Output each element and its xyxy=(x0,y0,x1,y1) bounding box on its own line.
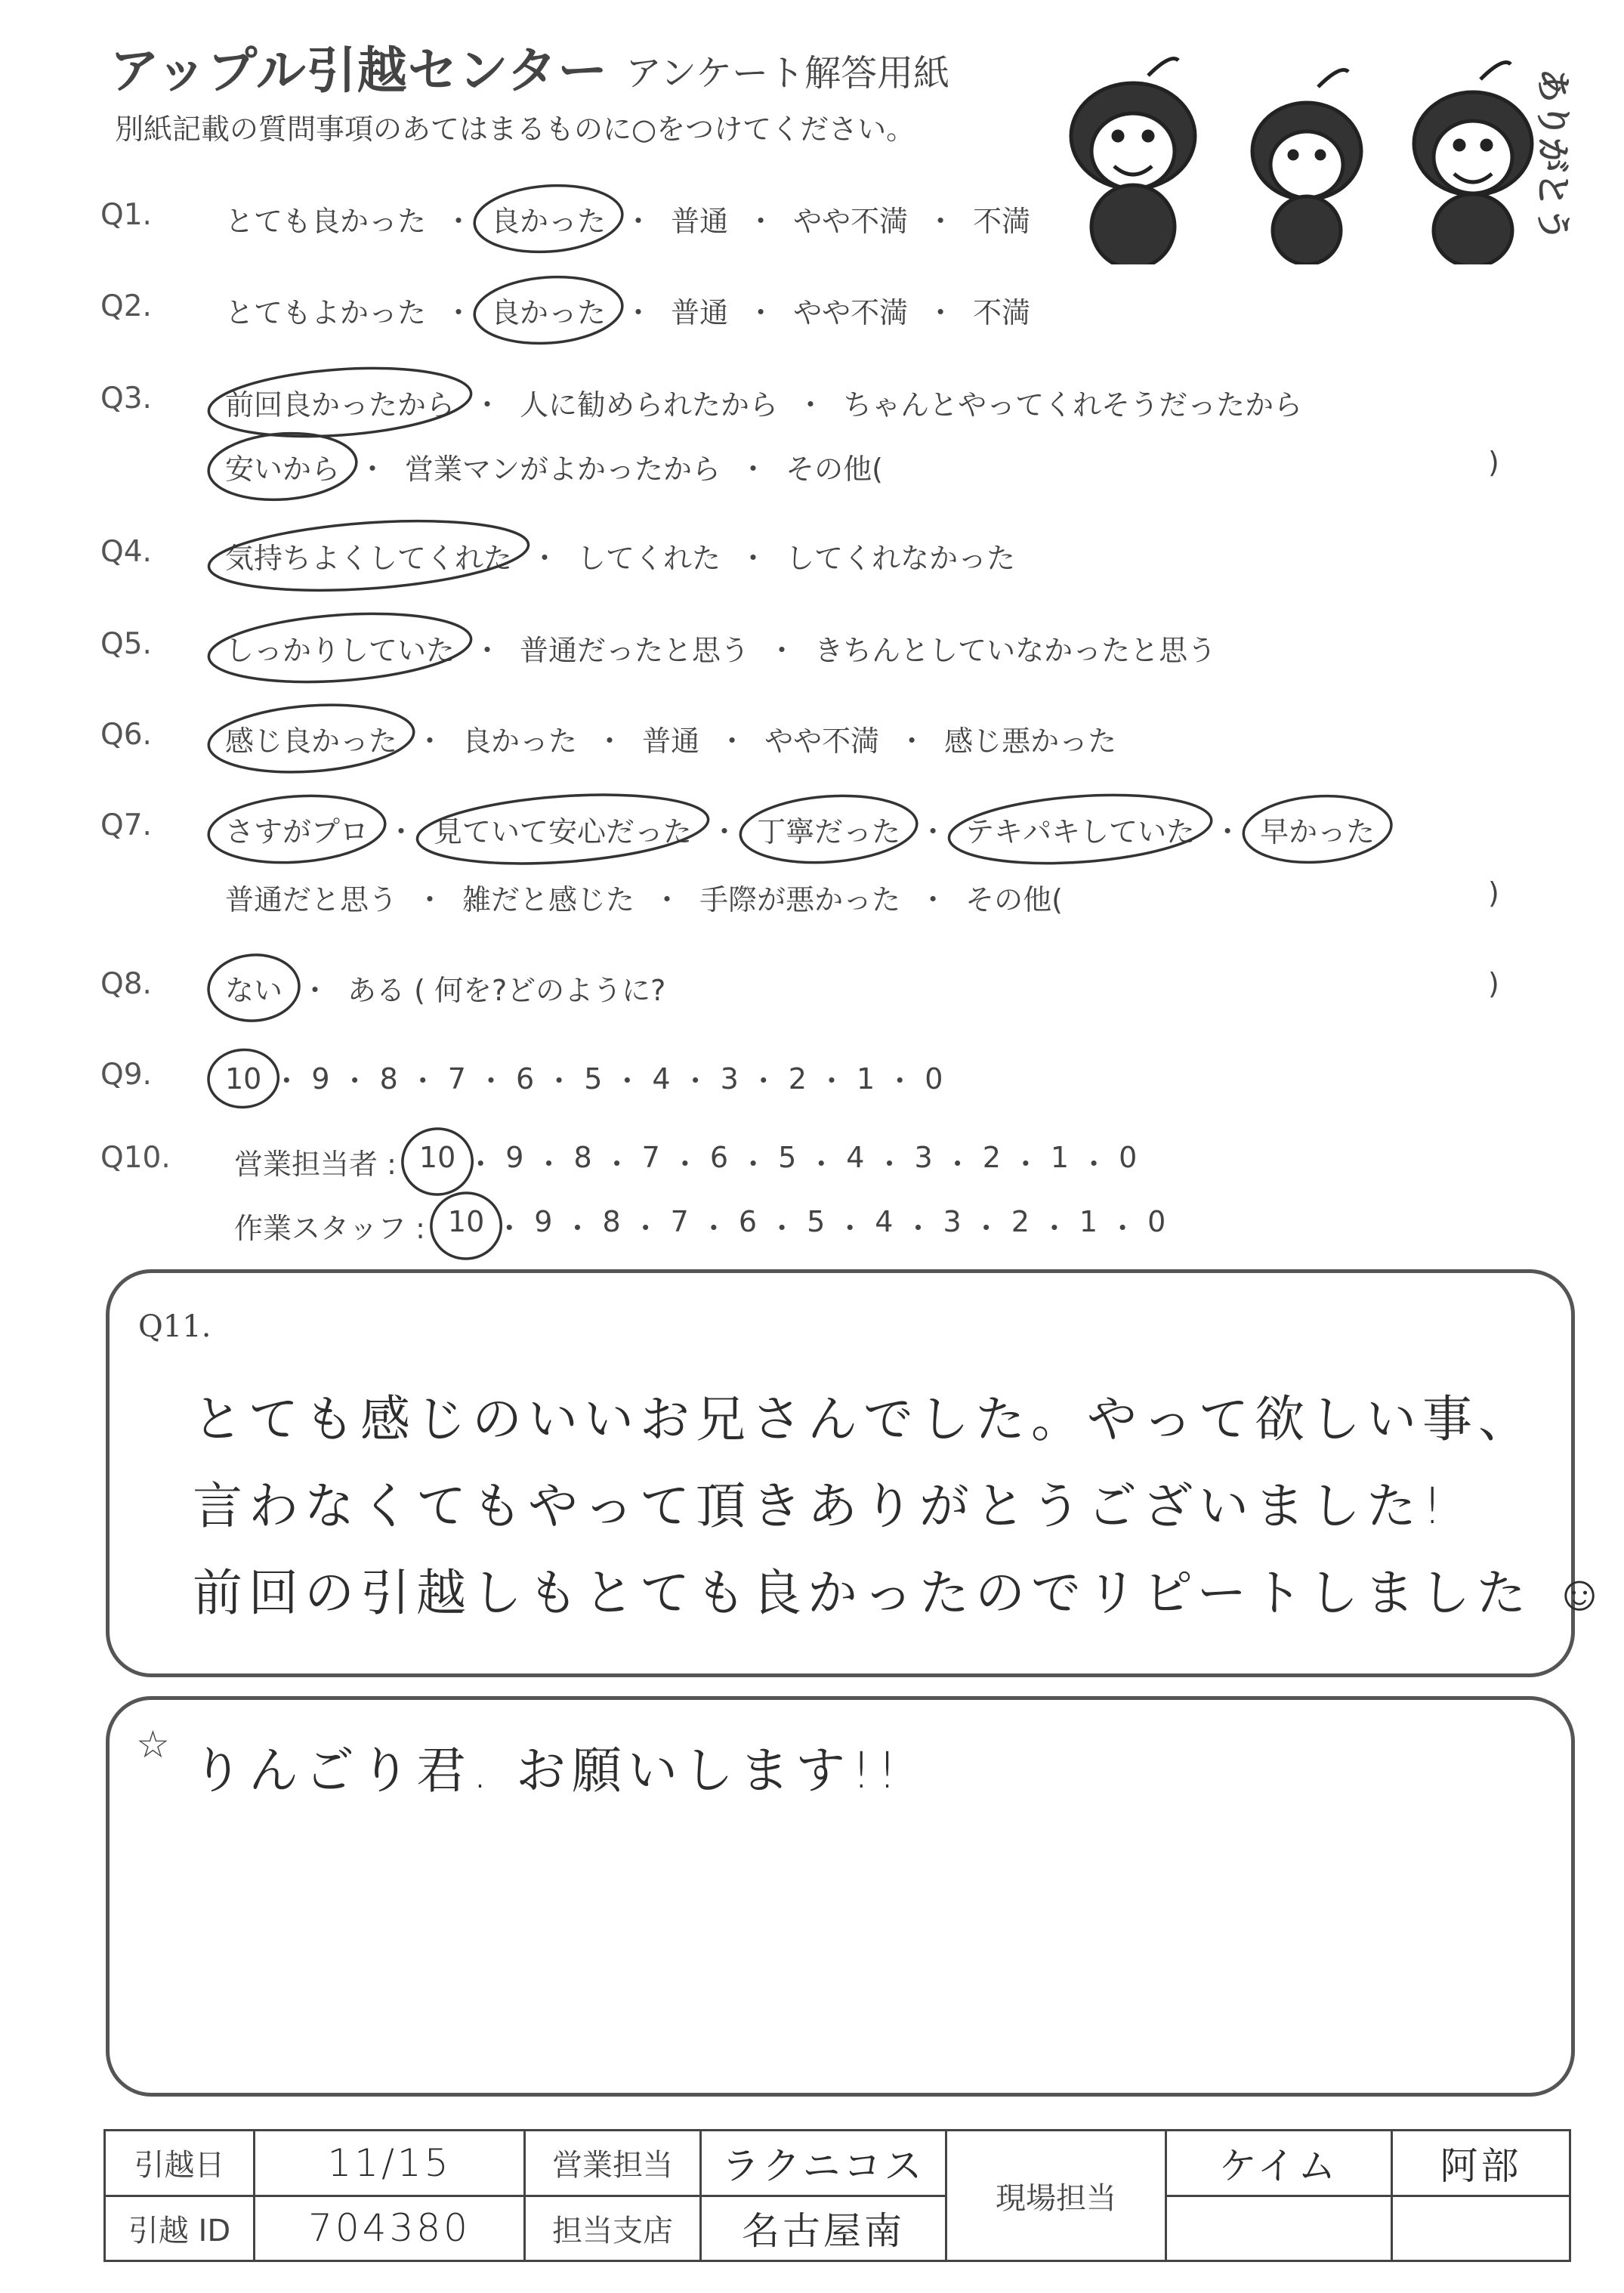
option-separator: ・ xyxy=(545,1065,574,1098)
option-separator: ・ xyxy=(415,725,445,758)
option-separator: ・ xyxy=(749,1065,778,1098)
option-separator: ・ xyxy=(681,1065,710,1098)
answer-option[interactable]: ある ( 何を?どのように? xyxy=(347,974,666,1007)
question-number: Q9. xyxy=(100,1058,152,1092)
option-separator: ・ xyxy=(807,1148,836,1181)
option-separator: ・ xyxy=(710,815,739,848)
answer-option[interactable]: その他( xyxy=(965,883,1063,916)
question-3-options-line xyxy=(225,382,1302,423)
question-number: Q8. xyxy=(100,967,152,1001)
answer-option[interactable]: 普通だと思う xyxy=(225,883,398,916)
answer-option[interactable]: その他( xyxy=(786,453,883,486)
option-separator: ・ xyxy=(473,634,502,667)
answer-option[interactable]: 見ていて安心だった xyxy=(434,815,693,848)
q10-staff-score-option[interactable]: 5 xyxy=(807,1205,826,1238)
option-separator: ・ xyxy=(444,296,474,329)
answer-option[interactable]: 5 xyxy=(584,1062,603,1096)
answer-option[interactable]: やや不満 xyxy=(764,725,880,758)
q10-staff-score-option[interactable]: 10 xyxy=(447,1205,485,1238)
question-7-options-line xyxy=(225,876,1063,918)
option-separator: ・ xyxy=(444,205,474,238)
q10-staff-scale xyxy=(448,1205,1166,1247)
option-separator: ・ xyxy=(1213,815,1243,848)
option-separator: ・ xyxy=(739,542,768,575)
question-number: Q2. xyxy=(100,289,152,323)
q11-comment-box xyxy=(106,1269,1611,1677)
question-6-options-line xyxy=(225,718,1116,759)
option-separator: ・ xyxy=(534,1148,563,1181)
answer-option[interactable]: 8 xyxy=(379,1062,398,1096)
star-icon: ☆ xyxy=(136,1723,170,1766)
q11-comment-line-1: とても感じのいいお兄さんでした。やって欲しい事、 xyxy=(193,1390,1534,1448)
answer-option[interactable]: やや不満 xyxy=(793,205,909,238)
answer-option[interactable]: 雑だと感じた xyxy=(462,883,635,916)
answer-option[interactable]: 良かった xyxy=(491,205,607,238)
option-separator: ・ xyxy=(897,725,927,758)
question-number: Q5. xyxy=(100,627,152,661)
answer-option[interactable]: とてもよかった xyxy=(225,296,427,329)
option-separator: ・ xyxy=(835,1212,865,1245)
question-number: Q6. xyxy=(100,718,152,752)
q10-sales-score-option[interactable]: 0 xyxy=(1119,1141,1138,1174)
option-separator: ・ xyxy=(1011,1148,1040,1181)
answer-option[interactable]: 7 xyxy=(447,1062,466,1096)
q10-sales-score-option[interactable]: 5 xyxy=(778,1141,797,1174)
option-separator: ・ xyxy=(613,1065,642,1098)
option-separator: ・ xyxy=(1108,1212,1138,1245)
answer-option[interactable]: 前回良かったから xyxy=(225,388,455,422)
answer-option[interactable]: してくれた xyxy=(577,542,721,575)
answer-option[interactable]: 良かった xyxy=(462,725,578,758)
q10-sales-line xyxy=(234,1141,1137,1182)
option-separator: ・ xyxy=(699,1212,728,1245)
option-separator: ・ xyxy=(530,542,560,575)
site-staff-value-1: ケイム xyxy=(1166,2131,1392,2196)
answer-option[interactable]: ちゃんとやってくれそうだったから xyxy=(843,388,1303,422)
question-number: Q7. xyxy=(100,808,152,842)
option-separator: ・ xyxy=(971,1212,1001,1245)
q8-close-paren: ) xyxy=(1488,967,1499,1000)
option-separator: ・ xyxy=(670,1148,699,1181)
question-number: Q3. xyxy=(100,382,152,416)
answer-option[interactable]: 6 xyxy=(515,1062,535,1096)
answer-option[interactable]: 気持ちよくしてくれた xyxy=(225,542,513,575)
option-separator: ・ xyxy=(739,1148,768,1181)
option-separator: ・ xyxy=(602,1148,631,1181)
q10-staff-score-option[interactable]: 0 xyxy=(1147,1205,1166,1238)
q10-staff-line xyxy=(234,1205,1166,1247)
answer-option[interactable]: さすがプロ xyxy=(225,815,369,848)
branch-label: 担当支店 xyxy=(525,2196,701,2261)
answer-option[interactable]: 丁寧だった xyxy=(757,815,901,848)
q10-sales-scale xyxy=(419,1141,1137,1182)
q10-staff-score-option[interactable]: 9 xyxy=(534,1205,553,1238)
option-separator: ・ xyxy=(466,1148,496,1181)
question-4-options-line xyxy=(225,535,1015,576)
option-separator: ・ xyxy=(563,1212,592,1245)
option-separator: ・ xyxy=(919,883,948,916)
option-separator: ・ xyxy=(926,296,956,329)
option-separator: ・ xyxy=(943,1148,972,1181)
answer-option[interactable]: 人に勧められたから xyxy=(520,388,779,422)
option-separator: ・ xyxy=(301,974,330,1007)
q10-staff-label: 作業スタッフ : xyxy=(234,1212,425,1245)
site-staff-value-2: 阿部 xyxy=(1392,2131,1570,2196)
option-separator: ・ xyxy=(473,388,502,422)
answer-option[interactable]: 3 xyxy=(720,1062,739,1096)
option-separator: ・ xyxy=(875,1148,904,1181)
q10-staff-score-option[interactable]: 4 xyxy=(875,1205,894,1238)
q10-staff-score-option[interactable]: 1 xyxy=(1079,1205,1098,1238)
question-number: Q4. xyxy=(100,535,152,569)
option-separator: ・ xyxy=(495,1212,524,1245)
answer-option[interactable]: 4 xyxy=(652,1062,671,1096)
option-separator: ・ xyxy=(767,634,797,667)
sales-rep-value: ラクニコス xyxy=(701,2131,946,2196)
answer-option[interactable]: 普通 xyxy=(671,296,729,329)
mascot-caption: ありがとう xyxy=(1533,68,1573,242)
answer-option[interactable]: 営業マンがよかったから xyxy=(405,453,721,486)
answer-option[interactable]: 10 xyxy=(225,1062,262,1096)
q10-staff-score-option[interactable]: 7 xyxy=(670,1205,689,1238)
answer-option[interactable]: テキパキしていた xyxy=(965,815,1196,848)
answer-option[interactable]: 早かった xyxy=(1260,815,1375,848)
mascot-illustration xyxy=(1035,45,1586,264)
answer-option[interactable]: 手際が悪かった xyxy=(699,883,901,916)
question-number: Q1. xyxy=(100,198,152,232)
answer-option[interactable]: 感じ良かった xyxy=(225,725,398,758)
move-id-label: 引越 ID xyxy=(105,2196,255,2261)
q10-sales-score-option[interactable]: 2 xyxy=(982,1141,1001,1174)
footer-info-table xyxy=(103,2129,1571,2262)
option-separator: ・ xyxy=(746,296,776,329)
form-title: アップル引越センター xyxy=(110,42,609,100)
question-1-options-line xyxy=(225,198,1030,239)
answer-option[interactable]: やや不満 xyxy=(793,296,909,329)
answer-option[interactable]: 2 xyxy=(788,1062,807,1096)
question-9-options-line xyxy=(225,1058,943,1099)
option-separator: ・ xyxy=(595,725,625,758)
option-separator: ・ xyxy=(653,883,682,916)
answer-option[interactable]: 普通だったと思う xyxy=(520,634,750,667)
move-date-value: 11/15 xyxy=(255,2131,525,2196)
q10-sales-score-option[interactable]: 8 xyxy=(573,1141,592,1174)
option-separator: ・ xyxy=(358,453,387,486)
q10-sales-score-option[interactable]: 6 xyxy=(709,1141,729,1174)
answer-option[interactable]: 普通 xyxy=(671,205,729,238)
option-separator: ・ xyxy=(387,815,416,848)
answer-option[interactable]: きちんとしていなかったと思う xyxy=(814,634,1217,667)
answer-option[interactable]: 良かった xyxy=(491,296,607,329)
option-separator: ・ xyxy=(624,205,653,238)
q10-staff-score-option[interactable]: 2 xyxy=(1011,1205,1030,1238)
q10-sales-score-option[interactable]: 10 xyxy=(418,1141,456,1174)
q10-staff-score-option[interactable]: 3 xyxy=(943,1205,962,1238)
answer-option[interactable]: 安いから xyxy=(225,453,341,486)
question-3-options-line xyxy=(225,446,883,487)
option-separator: ・ xyxy=(272,1065,301,1098)
option-separator: ・ xyxy=(746,205,776,238)
option-separator: ・ xyxy=(739,453,768,486)
answer-option[interactable]: 9 xyxy=(311,1062,330,1096)
extra-comment-box xyxy=(106,1696,1575,2097)
answer-option[interactable]: 不満 xyxy=(973,296,1031,329)
form-subtitle: アンケート解答用紙 xyxy=(625,52,950,94)
option-separator: ・ xyxy=(885,1065,915,1098)
branch-value: 名古屋南 xyxy=(701,2196,946,2261)
answer-option[interactable]: ない xyxy=(225,974,283,1007)
q10-sales-score-option[interactable]: 9 xyxy=(505,1141,524,1174)
site-staff-empty-2 xyxy=(1392,2196,1570,2261)
q10-staff-score-option[interactable]: 8 xyxy=(602,1205,621,1238)
q10-sales-score-option[interactable]: 1 xyxy=(1050,1141,1070,1174)
question-2-options-line xyxy=(225,289,1030,331)
option-separator: ・ xyxy=(624,296,653,329)
q10-staff-score-option[interactable]: 6 xyxy=(738,1205,758,1238)
answer-option[interactable]: しっかりしていた xyxy=(225,634,455,667)
q3-close-paren: ) xyxy=(1488,446,1499,479)
question-8-options-line xyxy=(225,967,665,1009)
site-staff-label: 現場担当 xyxy=(946,2131,1166,2261)
instruction-text: 別紙記載の質問事項のあてはまるものに○をつけてください。 xyxy=(115,113,915,146)
q11-comment-line-2: 言わなくてもやって頂きありがとうございました! xyxy=(193,1477,1449,1535)
q11-label: Q11. xyxy=(138,1309,211,1344)
q10-sales-label: 営業担当者 : xyxy=(234,1148,397,1181)
site-staff-empty-1 xyxy=(1166,2196,1392,2261)
extra-comment-text: りんごり君. お願いします!! xyxy=(193,1741,903,1800)
move-id-value: 704380 xyxy=(255,2196,525,2261)
question-7-options-line xyxy=(225,808,1375,850)
answer-option[interactable]: 1 xyxy=(857,1062,875,1096)
option-separator: ・ xyxy=(926,205,956,238)
q11-comment-line-3: 前回の引越しもとても良かったのでリピートしました ☺ xyxy=(193,1564,1611,1622)
option-separator: ・ xyxy=(919,815,948,848)
option-separator: ・ xyxy=(340,1065,369,1098)
answer-option[interactable]: してくれなかった xyxy=(786,542,1016,575)
option-separator: ・ xyxy=(1079,1148,1109,1181)
answer-option[interactable]: 0 xyxy=(925,1062,943,1096)
option-separator: ・ xyxy=(903,1212,933,1245)
q10-sales-score-option[interactable]: 3 xyxy=(914,1141,933,1174)
question-5-options-line xyxy=(225,627,1216,669)
option-separator: ・ xyxy=(767,1212,797,1245)
option-separator: ・ xyxy=(408,1065,437,1098)
option-separator: ・ xyxy=(631,1212,660,1245)
answer-option[interactable]: とても良かった xyxy=(225,205,427,238)
answer-option[interactable]: 不満 xyxy=(973,205,1031,238)
q7-close-paren: ) xyxy=(1488,876,1499,910)
move-date-label: 引越日 xyxy=(105,2131,255,2196)
option-separator: ・ xyxy=(476,1065,505,1098)
question-number: Q10. xyxy=(100,1141,171,1175)
option-separator: ・ xyxy=(1039,1212,1069,1245)
option-separator: ・ xyxy=(817,1065,846,1098)
sales-rep-label: 営業担当 xyxy=(525,2131,701,2196)
option-separator: ・ xyxy=(718,725,747,758)
answer-option[interactable]: 感じ悪かった xyxy=(944,725,1117,758)
q10-sales-score-option[interactable]: 7 xyxy=(641,1141,660,1174)
option-separator: ・ xyxy=(415,883,445,916)
q10-sales-score-option[interactable]: 4 xyxy=(846,1141,865,1174)
answer-option[interactable]: 普通 xyxy=(642,725,700,758)
option-separator: ・ xyxy=(796,388,826,422)
